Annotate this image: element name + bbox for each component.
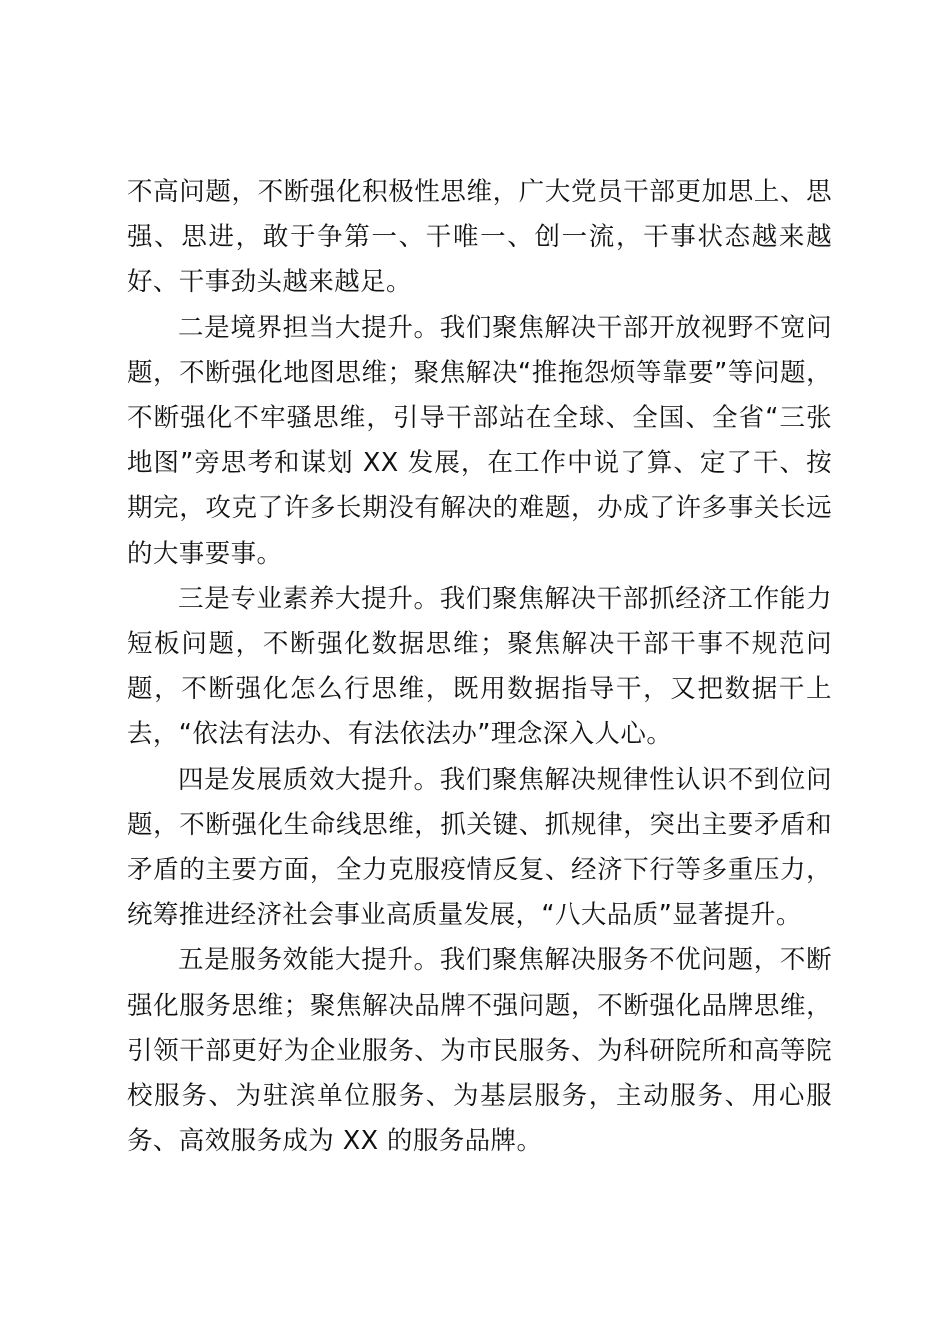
document-body	[127, 170, 832, 1164]
paragraph-development-efficiency: 四是发展质效大提升。我们聚焦解决规律性认识不到位问题，不断强化生命线思维，抓关键、抓规律，突出主要矛盾和矛盾的主要方面，全力克服疫情反复、经济下行等多重压力，统筹推进经济社会事业高质量发展，“八大品质”显著提升。	[127, 764, 832, 931]
paragraph-realm-responsibility: 二是境界担当大提升。我们聚焦解决干部开放视野不宽问题，不断强化地图思维；聚焦解决“推拖怨烦等靠要”等问题，不断强化不牢骚思维，引导干部站在全球、全国、全省“三张地图”旁思考和谋划 XX 发展，在工作中说了算、定了干、按期完，攻克了许多长期没有解决的难题，办成了许多事关长远的大事要事。	[127, 312, 832, 569]
paragraph-professional-quality: 三是专业素养大提升。我们聚焦解决干部抓经济工作能力短板问题，不断强化数据思维；聚焦解决干部干事不规范问题，不断强化怎么行思维，既用数据指导干，又把数据干上去，“依法有法办、有法依法办”理念深入人心。	[127, 583, 832, 750]
paragraph-continuation: 不高问题，不断强化积极性思维，广大党员干部更加思上、思强、思进，敢于争第一、干唯一、创一流，干事状态越来越好、干事劲头越来越足。	[127, 177, 832, 298]
paragraph-service-effectiveness: 五是服务效能大提升。我们聚焦解决服务不优问题，不断强化服务思维；聚焦解决品牌不强问题，不断强化品牌思维，引领干部更好为企业服务、为市民服务、为科研院所和高等院校服务、为驻滨单位服务、为基层服务，主动服务、用心服务、高效服务成为 XX 的服务品牌。	[127, 945, 832, 1157]
